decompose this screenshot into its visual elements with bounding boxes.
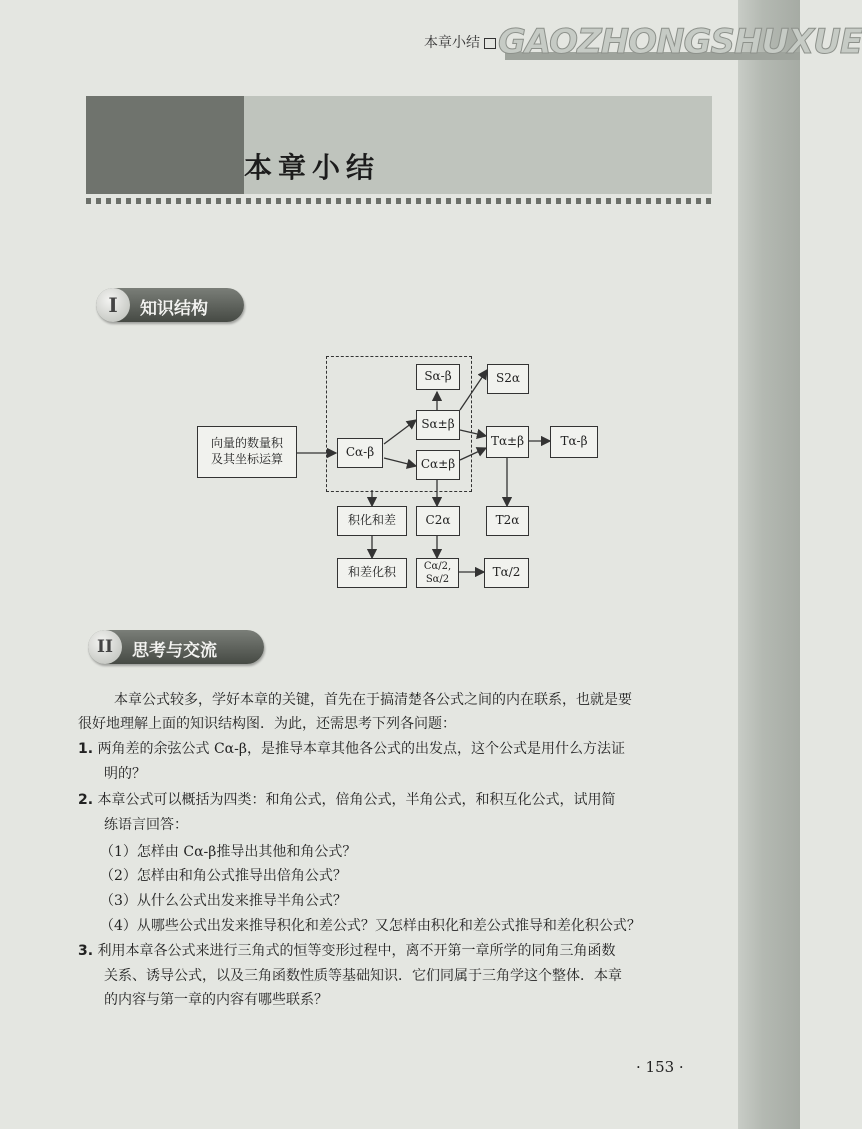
box-vector-dot-product (197, 426, 297, 478)
box-c-alpha-minus-beta: Cα-β (337, 438, 383, 468)
question-3-cont-1: 关系、诱导公式，以及三角函数性质等基础知识．它们同属于三角学这个整体．本章 (104, 968, 622, 984)
question-text: 利用本章各公式来进行三角式的恒等变形过程中，离不开第一章所学的同角三角函数 (97, 943, 616, 959)
question-3-cont-2: 的内容与第一章的内容有哪些联系？ (104, 992, 328, 1008)
arrow-cminus-to-spm (384, 420, 416, 444)
question-2-sub-4: （4）从哪些公式出发来推导积化和差公式？又怎样由积化和差公式推导和差化积公式？ (100, 918, 641, 934)
chapter-label: 本章小结 (424, 35, 480, 51)
question-number: 2. (78, 792, 94, 808)
arrow-cpm-to-tpm (460, 448, 486, 460)
box-s-2alpha: S2α (487, 364, 529, 394)
intro-line-1: 本章公式较多，学好本章的关键，首先在于搞清楚各公式之间的内在联系，也就是要 (114, 692, 632, 708)
box-c-2alpha: C2α (416, 506, 460, 536)
question-1 (78, 737, 625, 761)
arrow-spm-to-s2a (460, 370, 487, 410)
arrow-spm-to-tpm (460, 430, 486, 436)
box-s-alpha-minus-beta: Sα-β (416, 364, 460, 390)
box-label: 及其坐标运算 (210, 452, 283, 466)
box-half-angle-cs: Cα/2, Sα/2 (416, 558, 459, 588)
box-t-alpha-pm-beta: Tα±β (486, 426, 529, 458)
box-product-to-sum: 积化和差 (337, 506, 407, 536)
page-title: 本章小结 (244, 151, 381, 184)
question-2-cont: 练语言回答： (104, 817, 188, 833)
question-1-cont: 明的？ (104, 766, 146, 782)
question-2-sub-1: （1）怎样由 Cα-β推导出其他和角公式？ (100, 844, 357, 860)
question-3 (78, 939, 616, 963)
arrow-cminus-to-cpm (384, 458, 416, 466)
section-title: 知识结构 (140, 299, 208, 319)
question-2-sub-2: （2）怎样由和角公式推导出倍角公式？ (100, 868, 347, 884)
intro-line-2: 很好地理解上面的知识结构图．为此，还需思考下列各问题： (78, 716, 456, 732)
box-t-half-alpha: Tα/2 (484, 558, 529, 588)
section-number: I (96, 288, 130, 322)
question-text: 本章公式可以概括为四类：和角公式，倍角公式，半角公式，和积互化公式，试用简 (97, 792, 616, 808)
question-2-sub-3: （3）从什么公式出发来推导半角公式？ (100, 893, 347, 909)
question-text: 两角差的余弦公式 Cα-β，是推导本章其他各公式的出发点，这个公式是用什么方法证 (97, 741, 625, 757)
question-2 (78, 788, 616, 812)
brand-logo: GAOZHONGSHUXUE (498, 22, 862, 62)
section-heading-2 (88, 630, 264, 664)
page-number: · 153 · (636, 1058, 684, 1076)
section-title: 思考与交流 (132, 641, 217, 661)
box-label: 向量的数量积 (210, 436, 283, 451)
section-number: II (88, 630, 122, 664)
box-t-alpha-minus-beta: Tα-β (550, 426, 598, 458)
box-s-alpha-pm-beta: Sα±β (416, 410, 460, 440)
box-c-alpha-pm-beta: Cα±β (416, 450, 460, 480)
box-t-2alpha: T2α (486, 506, 529, 536)
question-number: 3. (78, 943, 94, 959)
box-sum-to-product: 和差化积 (337, 558, 407, 588)
question-number: 1. (78, 741, 94, 757)
